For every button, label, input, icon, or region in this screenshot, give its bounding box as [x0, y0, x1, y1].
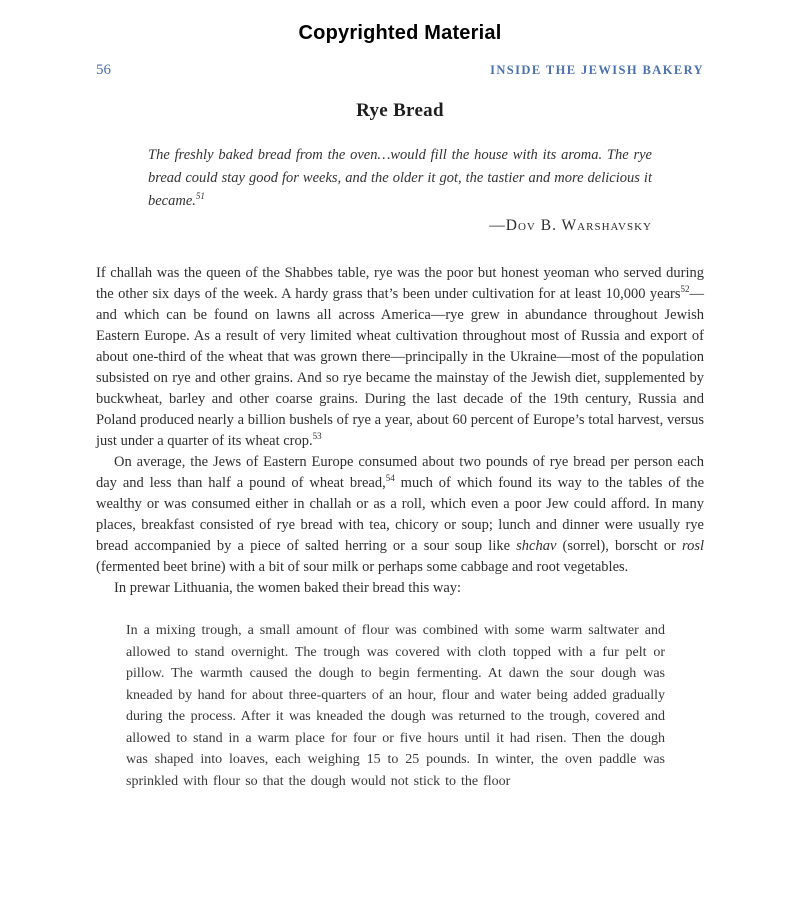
paragraph-1 — [96, 263, 704, 452]
page-number: 56 — [96, 62, 111, 78]
epigraph-block — [148, 144, 652, 235]
footnote-ref-54: 54 — [385, 473, 395, 484]
paragraph-2-text: On average, the Jews of Eastern Europe consumed about two pounds of rye bread per person each day and less than half a pound of wheat bread, — [96, 454, 704, 491]
footnote-ref-52: 52 — [680, 284, 690, 295]
paragraph-1-text: If challah was the queen of the Shabbes table, rye was the poor but honest yeoman who served during the other six days of the week. A hardy grass that’s been under cultivation for at least 10,000 years — [96, 265, 704, 302]
footnote-ref-51: 51 — [195, 191, 205, 202]
paragraph-2 — [96, 452, 704, 578]
epigraph-text — [148, 144, 652, 213]
paragraph-2-text-cont: much of which found its way to the tables of the wealthy or was consumed either in challah or as a roll, which even a poor Jew could afford. In many places, breakfast consisted of rye bread with tea, chicory or soup; lunch and dinner were usually rye bread accompanied by a piece of salted herring or a sour soup like — [96, 475, 705, 554]
italic-term-rosl: rosl — [681, 538, 704, 554]
block-quote-extract: In a mixing trough, a small amount of flour was combined with some warm saltwater and allowed to stand overnight. The trough was covered with cloth topped with a fur pelt or pillow. The warmth caused the dough to begin fermenting. At dawn the sour dough was kneaded by hand for about three-quarters of an hour, flour and water being added gradually during the process. After it was kneaded the dough was returned to the trough, covered and allowed to stand in a warm place for four or five hours until it had risen. Then the dough was shaped into loaves, each weighing 15 to 25 pounds. In winter, the oven paddle was sprinkled with flour so that the dough would not stick to the floor — [126, 623, 665, 789]
running-title: INSIDE THE JEWISH BAKERY — [490, 63, 704, 77]
epigraph-quote: The freshly baked bread from the oven…would fill the house with its aroma. The rye bread could stay good for weeks, and the older it got, the tastier and more delicious it became. — [148, 147, 652, 209]
paragraph-1-text-cont: —and which can be found on lawns all across America—rye grew in abundance throughout Jewish Eastern Europe. As a result of very limited wheat cultivation throughout most of Russia and export of about one-third of the wheat that was grown there—principally in the Ukraine—most of the population subsisted on rye and other grains. And so rye became the mainstay of the Jewish diet, supplemented by buckwheat, barley and other coarse grains. During the last decade of the 19th century, Russia and Poland produced nearly a billion bushels of rye a year, about 60 percent of Europe’s total harvest, versus just under a quarter of its wheat crop. — [96, 286, 704, 449]
paragraph-3: In prewar Lithuania, the women baked their bread this way: — [114, 580, 462, 596]
running-header — [96, 61, 704, 79]
epigraph-attribution — [148, 217, 652, 235]
paragraph-2-text-end: (fermented beet brine) with a bit of sour milk or perhaps some cabbage and root vegetables. — [96, 559, 629, 575]
italic-term-shchav: shchav — [516, 538, 557, 554]
footnote-ref-53: 53 — [312, 431, 322, 442]
body-text — [96, 263, 704, 792]
attribution-name: Dov B. Warshavsky — [505, 217, 652, 234]
attribution-dash: — — [489, 217, 506, 234]
copyright-notice: Copyrighted Material — [298, 22, 502, 44]
paragraph-2-text-cont2: (sorrel), borscht or — [556, 538, 682, 554]
section-title: Rye Bread — [356, 100, 444, 121]
